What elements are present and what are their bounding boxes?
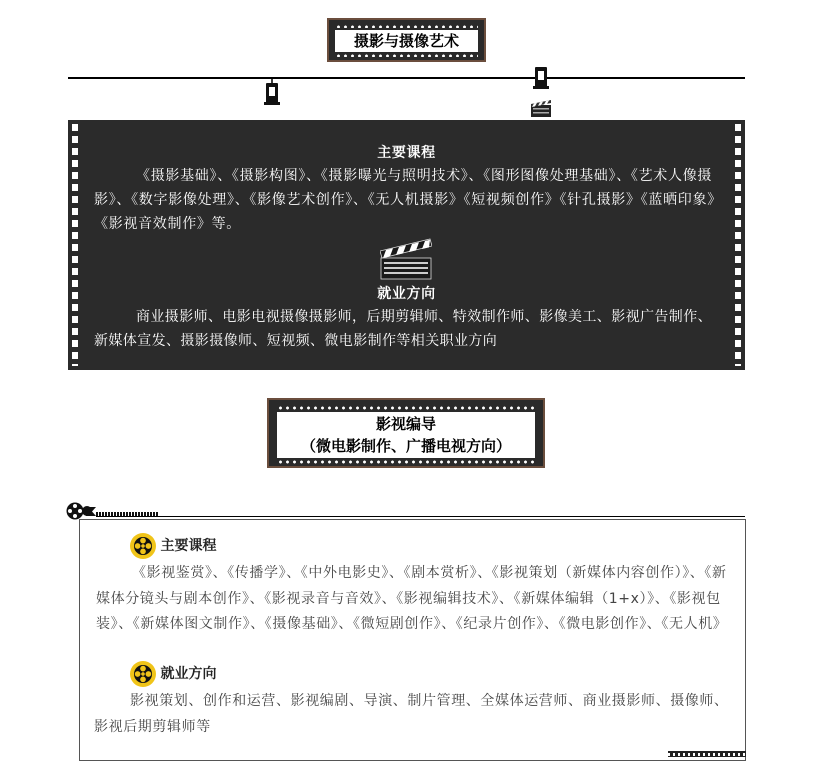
hanging-tag-icon [531,65,551,93]
courses-text: 《摄影基础》、《摄影构图》、《摄影曝光与照明技术》、《图形图像处理基础》、《艺术人像摄影》、《数字影像处理》、《影像艺术创作》、《无人机摄影》《短视频创作》《针孔摄影》《蓝晒印象》《影视音效制作》等。 [94,168,715,232]
courses-heading: 主要课程 [377,145,436,161]
divider-line [68,77,745,79]
clapperboard-icon [531,99,551,117]
film-strip-decoration [668,751,746,757]
section-title-line1: 影视编导 [375,415,436,433]
career-text: 影视策划、创作和运营、影视编剧、导演、制片管理、全媒体运营师、商业摄影师、摄像师、影视后期剪辑师等 [94,693,729,735]
section-title-film-directing [267,398,545,468]
career-heading: 就业方向 [377,286,436,302]
section-title-text: 摄影与摄像艺术 [335,30,478,52]
yellow-reel-icon [130,661,156,687]
hanging-tag-icon [262,79,282,107]
photography-info-panel [68,120,745,370]
section-title-photography [327,18,486,62]
section-title-line2: （微电影制作、广播电视方向） [300,437,511,455]
career-heading: 就业方向 [160,666,217,682]
courses-text: 《影视鉴赏》、《传播学》、《中外电影史》、《剧本赏析》、《影视策划（新媒体内容创作）》、《新媒体分镜头与剧本创作》、《影视录音与音效》、《影视编辑技术》、《新媒体编辑（1+x）》、《影视包装》、《新媒体图文制作》、《摄像基础》、《微短剧创作》、《纪录片创作》、《微电影创作》、《无人机》 [96,565,728,632]
courses-heading: 主要课程 [160,538,217,554]
clapperboard-icon [380,237,432,280]
career-heading-row [130,661,216,687]
courses-heading-row [130,533,216,559]
yellow-reel-icon [130,533,156,559]
white-box-top-line [96,516,745,517]
career-text: 商业摄影师、电影电视摄像摄影师，后期剪辑师、特效制作师、影像美工、影视广告制作、新媒体宣发、摄影摄像师、短视频、微电影制作等相关职业方向 [94,309,712,349]
